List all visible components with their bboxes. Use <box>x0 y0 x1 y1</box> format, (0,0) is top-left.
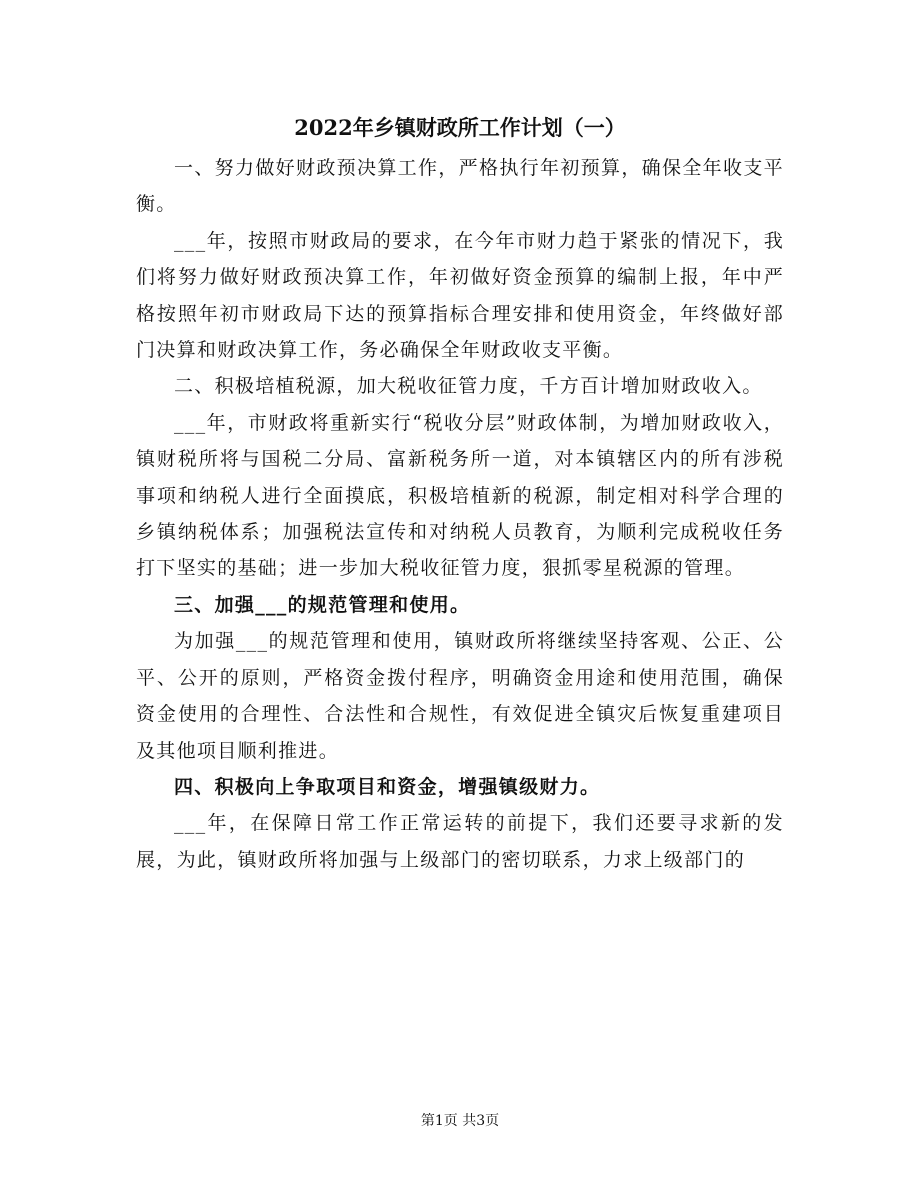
section-heading-1: 一、努力做好财政预决算工作，严格执行年初预算，确保全年收支平衡。 <box>136 157 784 216</box>
section-heading-2: 二、积极培植税源，加大税收征管力度，千方百计增加财政收入。 <box>174 375 763 398</box>
document-title: 2022年乡镇财政所工作计划（一） <box>294 115 626 140</box>
section-heading-4: 四、积极向上争取项目和资金，增强镇级财力。 <box>174 775 601 798</box>
paragraph-2: ___年，市财政将重新实行“税收分层”财政体制，为增加财政收入，镇财税所将与国税二分局、富新税务所一道，对本镇辖区内的所有涉税事项和纳税人进行全面摸底，积极培植新的税源，制定相对科学合理的乡镇纳税体系；加强税法宣传和对纳税人员教育，为顺利完成税收任务打下坚实的基础；进一步加大税收征管力度，狠抓零星税源的管理。 <box>136 411 784 580</box>
paragraph-4: ___年，在保障日常工作正常运转的前提下，我们还要寻求新的发展，为此，镇财政所将加强与上级部门的密切联系，力求上级部门的 <box>136 812 784 871</box>
paragraph-1: ___年，按照市财政局的要求，在今年市财力趋于紧张的情况下，我们将努力做好财政预决算工作，年初做好资金预算的编制上报，年中严格按照年初市财政局下达的预算指标合理安排和使用资金，年终做好部门决算和财政决算工作，务必确保全年财政收支平衡。 <box>136 229 784 362</box>
document-body <box>136 150 784 878</box>
paragraph-3: 为加强___的规范管理和使用，镇财政所将继续坚持客观、公正、公平、公开的原则，严格资金拨付程序，明确资金用途和使用范围，确保资金使用的合理性、合法性和合规性，有效促进全镇灾后恢复重建项目及其他项目顺利推进。 <box>136 630 784 762</box>
section-heading-3: 三、加强___的规范管理和使用。 <box>174 593 471 616</box>
page-number: 第1页 共3页 <box>420 1113 500 1129</box>
